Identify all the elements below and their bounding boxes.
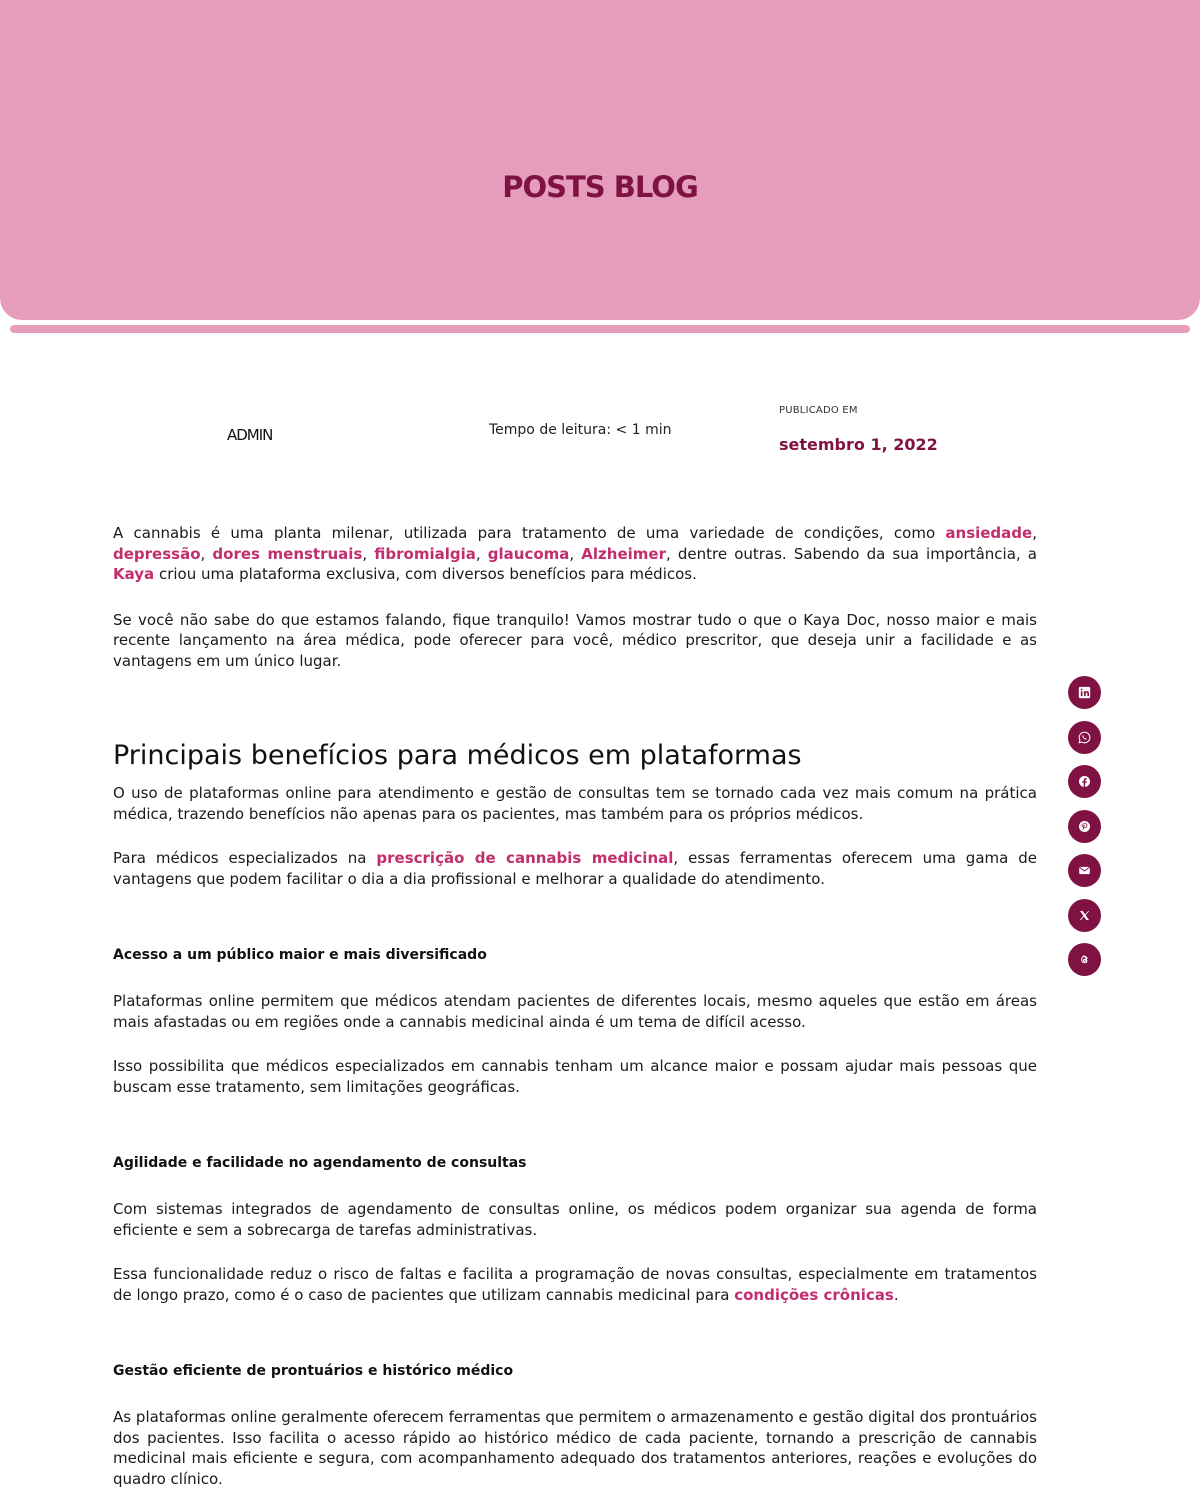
subsection-heading: Agilidade e facilidade no agendamento de consultas [113,1155,527,1171]
published-date: setembro 1, 2022 [779,435,938,454]
subsection-heading: Gestão eficiente de prontuários e histórico médico [113,1363,514,1379]
text: A cannabis é uma planta milenar, utilizada para tratamento de uma variedade de condições, como [113,524,946,542]
link-condicoes-cronicas[interactable]: condições crônicas [734,1285,894,1304]
share-x-button[interactable] [1068,899,1101,932]
link-fibromialgia[interactable]: fibromialgia [374,544,476,563]
link-dores-menstruais[interactable]: dores menstruais [212,544,363,563]
share-threads-button[interactable] [1068,943,1101,976]
article-paragraph [113,523,1037,585]
share-facebook-button[interactable] [1068,765,1101,798]
article-paragraph: Se você não sabe do que estamos falando, fique tranquilo! Vamos mostrar tudo o que o Kaya Doc, nosso maior e mais recente lançamento na área médica, pode oferecer para você, médico prescritor, que deseja unir a facilidade e as vantagens em um único lugar. [113,610,1037,670]
section-heading: Principais benefícios para médicos em plataformas [113,740,802,771]
article-paragraph: O uso de plataformas online para atendimento e gestão de consultas tem se tornado cada vez mais comum na prática médica, trazendo benefícios não apenas para os pacientes, mas também para os próprios médicos. [113,784,1037,823]
share-bar [1068,676,1101,988]
text: Essa funcionalidade reduz o risco de faltas e facilita a programação de novas consultas, especialmente em tratamentos de longo prazo, como é o caso de pacientes que utilizam cannabis medicinal para [113,1265,1037,1304]
share-email-button[interactable] [1068,854,1101,887]
linkedin-icon [1078,686,1091,699]
link-alzheimer[interactable]: Alzheimer [581,544,666,563]
share-whatsapp-button[interactable] [1068,721,1101,754]
facebook-icon [1078,775,1091,788]
article-paragraph: As plataformas online geralmente oferecem ferramentas que permitem o armazenamento e gestão digital dos prontuários dos pacientes. Isso facilita o acesso rápido ao histórico médico de cada paciente, tornando a prescrição de cannabis medicinal mais eficiente e segura, com acompanhamento adequado dos tratamentos anteriores, reações e evoluções do quadro clínico. [113,1408,1037,1488]
threads-icon [1078,953,1091,966]
link-depressao[interactable]: depressão [113,544,201,563]
article-paragraph: Plataformas online permitem que médicos atendam pacientes de diferentes locais, mesmo aqueles que estão em áreas mais afastadas ou em regiões onde a cannabis medicinal ainda é um tema de difícil acesso. [113,992,1037,1031]
text: , dentre outras. Sabendo da sua importância, a [665,544,1037,563]
link-kaya[interactable]: Kaya [113,565,155,583]
published-label: PUBLICADO EM [779,405,858,416]
share-pinterest-button[interactable] [1068,810,1101,843]
text: , essas ferramentas oferecem uma gama de vantagens que podem facilitar o dia a dia profissional e melhorar a qualidade do atendimento. [113,849,1038,888]
article-paragraph [113,848,1037,889]
article-paragraph: Com sistemas integrados de agendamento de consultas online, os médicos podem organizar sua agenda de forma eficiente e sem a sobrecarga de tarefas administrativas. [113,1200,1037,1239]
page-title: POSTS BLOG [502,170,698,204]
article-paragraph: Isso possibilita que médicos especializados em cannabis tenham um alcance maior e possam ajudar mais pessoas que buscam esse tratamento, sem limitações geográficas. [113,1057,1037,1096]
post-author[interactable]: ADMIN [227,426,273,444]
text: , [475,544,488,563]
link-prescricao[interactable]: prescrição de cannabis medicinal [376,849,674,867]
text: . [893,1285,899,1304]
link-glaucoma[interactable]: glaucoma [487,544,570,563]
subsection-heading: Acesso a um público maior e mais diversificado [113,947,487,963]
text: , [569,544,582,563]
share-linkedin-button[interactable] [1068,676,1101,709]
article-body [113,523,1037,1489]
link-ansiedade[interactable]: ansiedade [945,524,1033,542]
article-paragraph [113,1264,1037,1305]
text: criou uma plataforma exclusiva, com diversos benefícios para médicos. [154,565,697,583]
text: , [200,544,213,563]
hero-banner [0,0,1200,320]
hero-divider [10,325,1190,333]
text: Para médicos especializados na [113,849,377,867]
text: , [362,544,375,563]
whatsapp-icon [1078,731,1091,744]
text: , [1032,524,1037,542]
reading-time: Tempo de leitura: < 1 min [489,422,672,438]
email-icon [1078,864,1091,877]
x-icon [1078,909,1091,922]
pinterest-icon [1078,820,1091,833]
